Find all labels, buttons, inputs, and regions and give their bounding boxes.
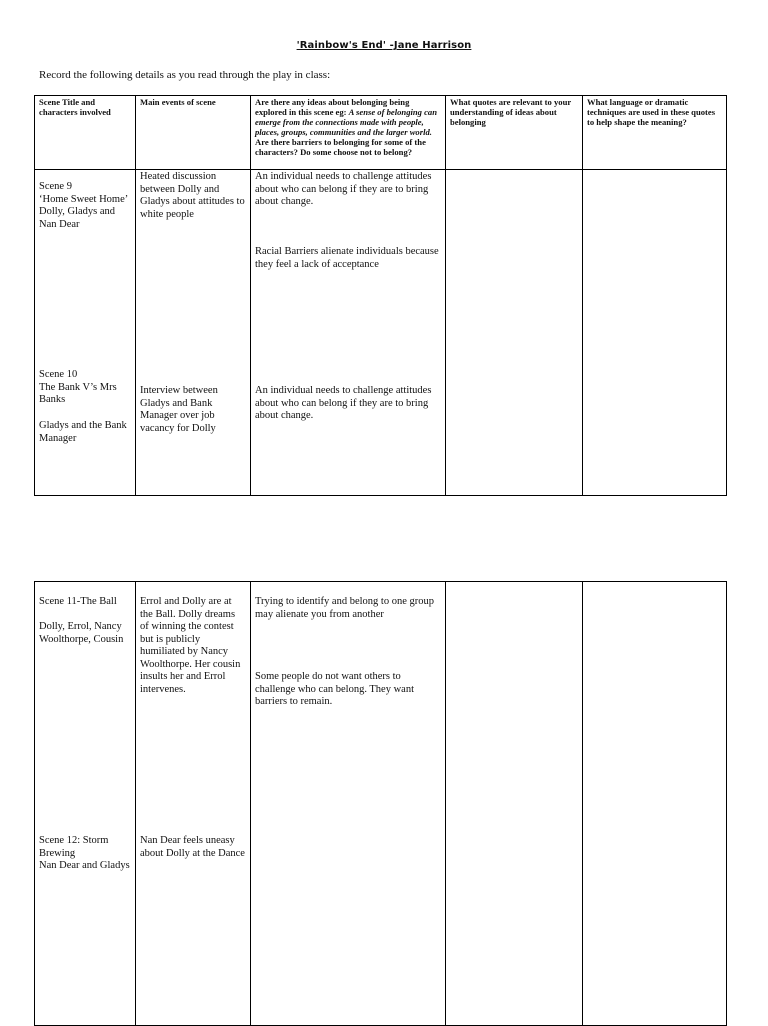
- scene11-title: Scene 11-The Ball: [39, 596, 117, 607]
- scene9-events: Heated discussion between Dolly and Gladys about attitudes to white people: [140, 171, 245, 220]
- scene9-title: [39, 181, 131, 231]
- scene11-events: Errol and Dolly are at the Ball. Dolly dreams of winning the contest but is publicly humiliated by Nancy Woolthorpe. Her cousin insults her and Errol intervenes.: [140, 596, 241, 695]
- scene11-idea-1: Trying to identify and belong to one group may alienate you from another: [255, 596, 434, 620]
- scene12-title: Scene 12: Storm Brewing: [39, 835, 109, 859]
- scene11-idea-2: Some people do not want others to challenge who can belong. They want barriers to remain.: [255, 671, 415, 707]
- scene12-characters: Nan Dear and Gladys: [39, 860, 130, 871]
- scene10-characters: Gladys and the Bank Manager: [39, 420, 127, 444]
- scene9-idea-1: An individual needs to challenge attitudes about who can belong if they are to bring about change.: [255, 171, 432, 207]
- header-belonging-ideas: [251, 96, 446, 170]
- scene9-characters: Dolly, Gladys and Nan Dear: [39, 206, 116, 230]
- belonging-table-1: [34, 95, 727, 496]
- header-main-events: Main events of scene: [136, 96, 251, 170]
- scene12-events: Nan Dear feels uneasy about Dolly at the Dance: [140, 835, 245, 859]
- scene10-events: Interview between Gladys and Bank Manager over job vacancy for Dolly: [140, 385, 218, 434]
- scene-cell: [35, 170, 136, 496]
- events-cell: [136, 582, 251, 1026]
- techniques-cell: [583, 170, 727, 496]
- header-techniques: What language or dramatic techniques are used in these quotes to help shape the meaning?: [583, 96, 727, 170]
- header-ideas-end: Are there barriers to belonging for some of the characters? Do some choose not to belong?: [255, 137, 426, 157]
- header-ideas-italic: A sense of belonging can emerge from the connections made with people, places, groups, communities and the larger world.: [255, 107, 437, 137]
- scene9-name: ‘Home Sweet Home’: [39, 193, 129, 205]
- belonging-table-2: [34, 581, 727, 1026]
- ideas-cell: [251, 582, 446, 1026]
- scene10-idea-1: An individual needs to challenge attitudes about who can belong if they are to bring about change.: [255, 385, 432, 421]
- header-ideas-intro: Are there any ideas about belonging being explored in this scene eg:: [255, 97, 410, 117]
- quotes-cell: [446, 170, 583, 496]
- quotes-cell: [446, 582, 583, 1026]
- scene11-characters: Dolly, Errol, Nancy Woolthorpe, Cousin: [39, 621, 124, 645]
- table-row: [35, 582, 727, 1026]
- instructions-text: Record the following details as you read through the play in class:: [39, 69, 331, 81]
- header-quotes: What quotes are relevant to your understanding of ideas about belonging: [446, 96, 583, 170]
- document-title: 'Rainbow's End' -Jane Harrison: [296, 40, 472, 51]
- table-header-row: [35, 96, 727, 170]
- events-cell: [136, 170, 251, 496]
- scene9-number: Scene 9: [39, 181, 72, 192]
- techniques-cell: [583, 582, 727, 1026]
- header-scene-title: Scene Title and characters involved: [35, 96, 136, 170]
- scene9-idea-2: Racial Barriers alienate individuals because they feel a lack of acceptance: [255, 246, 439, 270]
- scene-cell: [35, 582, 136, 1026]
- ideas-cell: [251, 170, 446, 496]
- table-row: [35, 170, 727, 496]
- scene10-title: Scene 10 The Bank V’s Mrs Banks: [39, 369, 117, 405]
